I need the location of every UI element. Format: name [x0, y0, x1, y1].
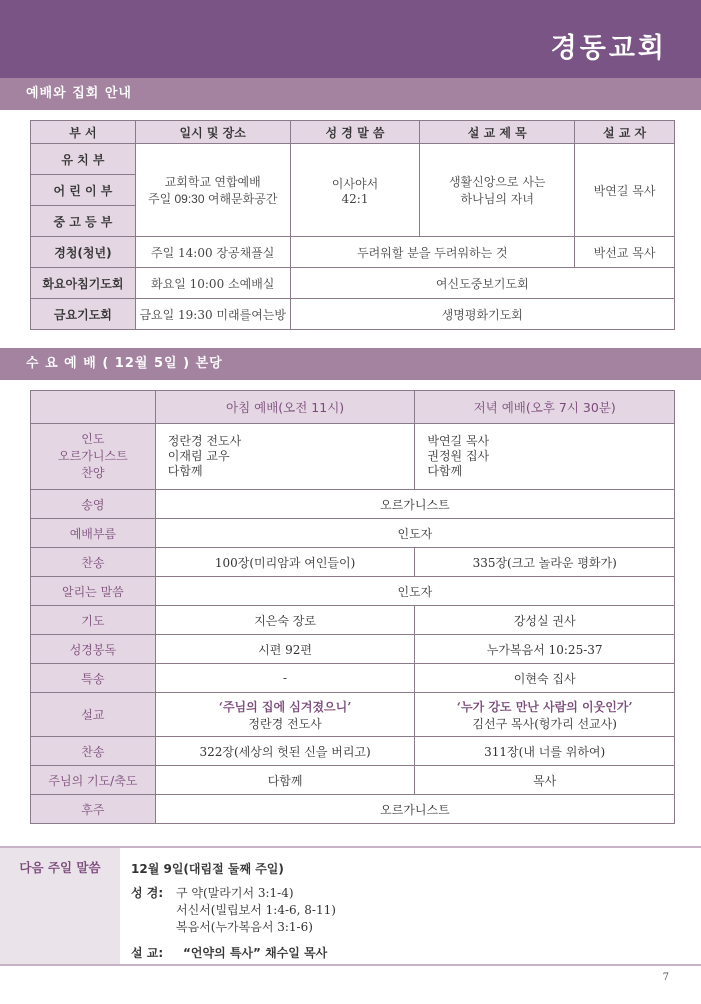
- page-number: 7: [662, 972, 669, 983]
- table-row: [31, 490, 675, 519]
- role-label: 찬양: [81, 466, 105, 480]
- table-row: [31, 548, 675, 577]
- time-place-cell: 금요일 19:30 미래를여는방: [135, 299, 290, 330]
- evening-cell: 311장(내 너를 위하여): [415, 737, 675, 766]
- table-row: [31, 268, 675, 299]
- evening-cell: [415, 693, 675, 737]
- sermon-label: 설 교:: [131, 946, 164, 960]
- scripture-line: 서신서(빌립보서 1:4-6, 8-11): [176, 903, 336, 917]
- sermon-title-line: 하나님의 자녀: [460, 192, 534, 206]
- evening-cell: 누가복음서 10:25-37: [415, 635, 675, 664]
- role-label: 오르가니스트: [58, 449, 128, 463]
- leader-name: 다함께: [427, 464, 463, 478]
- leader-name: 이재림 교우: [167, 449, 230, 463]
- morning-cell: 322장(세상의 헛된 신을 버리고): [155, 737, 415, 766]
- table-row: [31, 664, 675, 693]
- table-row: [31, 766, 675, 795]
- scripture-line: 복음서(누가복음서 3:1-6): [176, 920, 313, 934]
- col-header-evening: 저녁 예배(오후 7시 30분): [415, 391, 675, 424]
- scripture-line: 42:1: [341, 191, 369, 206]
- both-cell: 인도자: [155, 577, 674, 606]
- time-place-cell: 주일 14:00 장공채플실: [135, 237, 290, 268]
- col-header: 부 서: [31, 121, 136, 144]
- sermon-title-cell: [420, 144, 575, 237]
- morning-cell: 100장(미리암과 여인들이): [155, 548, 415, 577]
- services-table: [30, 120, 675, 330]
- role-cell: 설교: [31, 693, 156, 737]
- dept-cell: 중 고 등 부: [31, 206, 136, 237]
- evening-cell: 335장(크고 놀라운 평화가): [415, 548, 675, 577]
- leader-name: 권정원 집사: [427, 449, 490, 463]
- table-row: [31, 635, 675, 664]
- both-cell: 오르가니스트: [155, 795, 674, 824]
- church-name: 경동교회: [550, 33, 667, 64]
- role-cell: [31, 424, 156, 490]
- table-row: [31, 237, 675, 268]
- role-cell: 기도: [31, 606, 156, 635]
- sermon-preacher: 정란경 전도사: [248, 716, 322, 731]
- col-header: 성 경 말 씀: [290, 121, 420, 144]
- sermon-title: ‘주님의 집에 심겨졌으니’: [218, 699, 352, 714]
- table-header-row: [31, 391, 675, 424]
- time-place-cell: 화요일 10:00 소예배실: [135, 268, 290, 299]
- dept-cell: 어 린 이 부: [31, 175, 136, 206]
- col-header: 설 교 자: [575, 121, 675, 144]
- time-place-cell: [135, 144, 290, 237]
- leader-name: 다함께: [167, 464, 203, 478]
- preacher-cell: 박선교 목사: [575, 237, 675, 268]
- evening-cell: [415, 424, 675, 490]
- content-cell: 생명평화기도회: [290, 299, 674, 330]
- role-cell: 특송: [31, 664, 156, 693]
- table-row: [31, 519, 675, 548]
- scripture-cell: [290, 144, 420, 237]
- role-cell: 알리는 말씀: [31, 577, 156, 606]
- time-place-line: 주일 09:30 여해문화공간: [147, 192, 278, 206]
- dept-cell: 유 치 부: [31, 144, 136, 175]
- sermon-preacher: 김선구 목사(헝가리 선교사): [472, 716, 617, 731]
- role-cell: 성경봉독: [31, 635, 156, 664]
- scripture-line: 구 약(말라기서 3:1-4): [176, 886, 294, 900]
- table-row: [31, 795, 675, 824]
- section-title-services: 예배와 집회 안내: [0, 78, 701, 110]
- table-row-sermon: [31, 693, 675, 737]
- wednesday-table: [30, 390, 675, 824]
- table-row: [31, 144, 675, 175]
- role-cell: 예배부름: [31, 519, 156, 548]
- col-header: 설 교 제 목: [420, 121, 575, 144]
- content-cell: 여신도중보기도회: [290, 268, 674, 299]
- col-header: 일시 및 장소: [135, 121, 290, 144]
- time-place-line: 교회학교 연합예배: [164, 175, 261, 189]
- next-week-label: 다음 주일 말씀: [0, 848, 120, 964]
- role-cell: 송영: [31, 490, 156, 519]
- both-cell: 인도자: [155, 519, 674, 548]
- table-row-leaders: [31, 424, 675, 490]
- morning-cell: 시편 92편: [155, 635, 415, 664]
- col-header-morning: 아침 예배(오전 11시): [155, 391, 415, 424]
- col-header-empty: [31, 391, 156, 424]
- preacher-cell: 박연길 목사: [575, 144, 675, 237]
- both-cell: 오르가니스트: [155, 490, 674, 519]
- leader-name: 정란경 전도사: [167, 434, 242, 448]
- table-row: [31, 577, 675, 606]
- morning-cell: 다함께: [155, 766, 415, 795]
- role-cell: 찬송: [31, 548, 156, 577]
- table-row: [31, 299, 675, 330]
- header-band: [0, 0, 701, 78]
- sermon-title: ‘누가 강도 만난 사람의 이웃인가’: [456, 699, 633, 714]
- evening-cell: 강성실 권사: [415, 606, 675, 635]
- morning-cell: 지은숙 장로: [155, 606, 415, 635]
- evening-cell: 목사: [415, 766, 675, 795]
- divider-bottom: [0, 964, 701, 966]
- role-cell: 주님의 기도/축도: [31, 766, 156, 795]
- section-title-wednesday: 수 요 예 배 ( 12월 5일 ) 본당: [0, 348, 701, 380]
- scripture-label: 성 경:: [131, 886, 164, 900]
- dept-cell: 금요기도회: [31, 299, 136, 330]
- role-cell: 후주: [31, 795, 156, 824]
- leader-name: 박연길 목사: [427, 434, 490, 448]
- dept-cell: 화요아침기도회: [31, 268, 136, 299]
- next-week-date: 12월 9일(대림절 둘째 주일): [131, 862, 284, 876]
- table-row: [31, 737, 675, 766]
- morning-cell: -: [155, 664, 415, 693]
- evening-cell: 이현숙 집사: [415, 664, 675, 693]
- next-sermon: “언약의 특사” 채수일 목사: [183, 946, 328, 960]
- role-label: 인도: [81, 432, 105, 446]
- morning-cell: [155, 424, 415, 490]
- sermon-title-line: 생활신앙으로 사는: [448, 175, 546, 189]
- content-cell: 두려워할 분을 두려워하는 것: [290, 237, 575, 268]
- table-row: [31, 606, 675, 635]
- table-header-row: [31, 121, 675, 144]
- morning-cell: [155, 693, 415, 737]
- role-cell: 찬송: [31, 737, 156, 766]
- dept-cell: 경청(청년): [31, 237, 136, 268]
- scripture-line: 이사야서: [331, 176, 379, 191]
